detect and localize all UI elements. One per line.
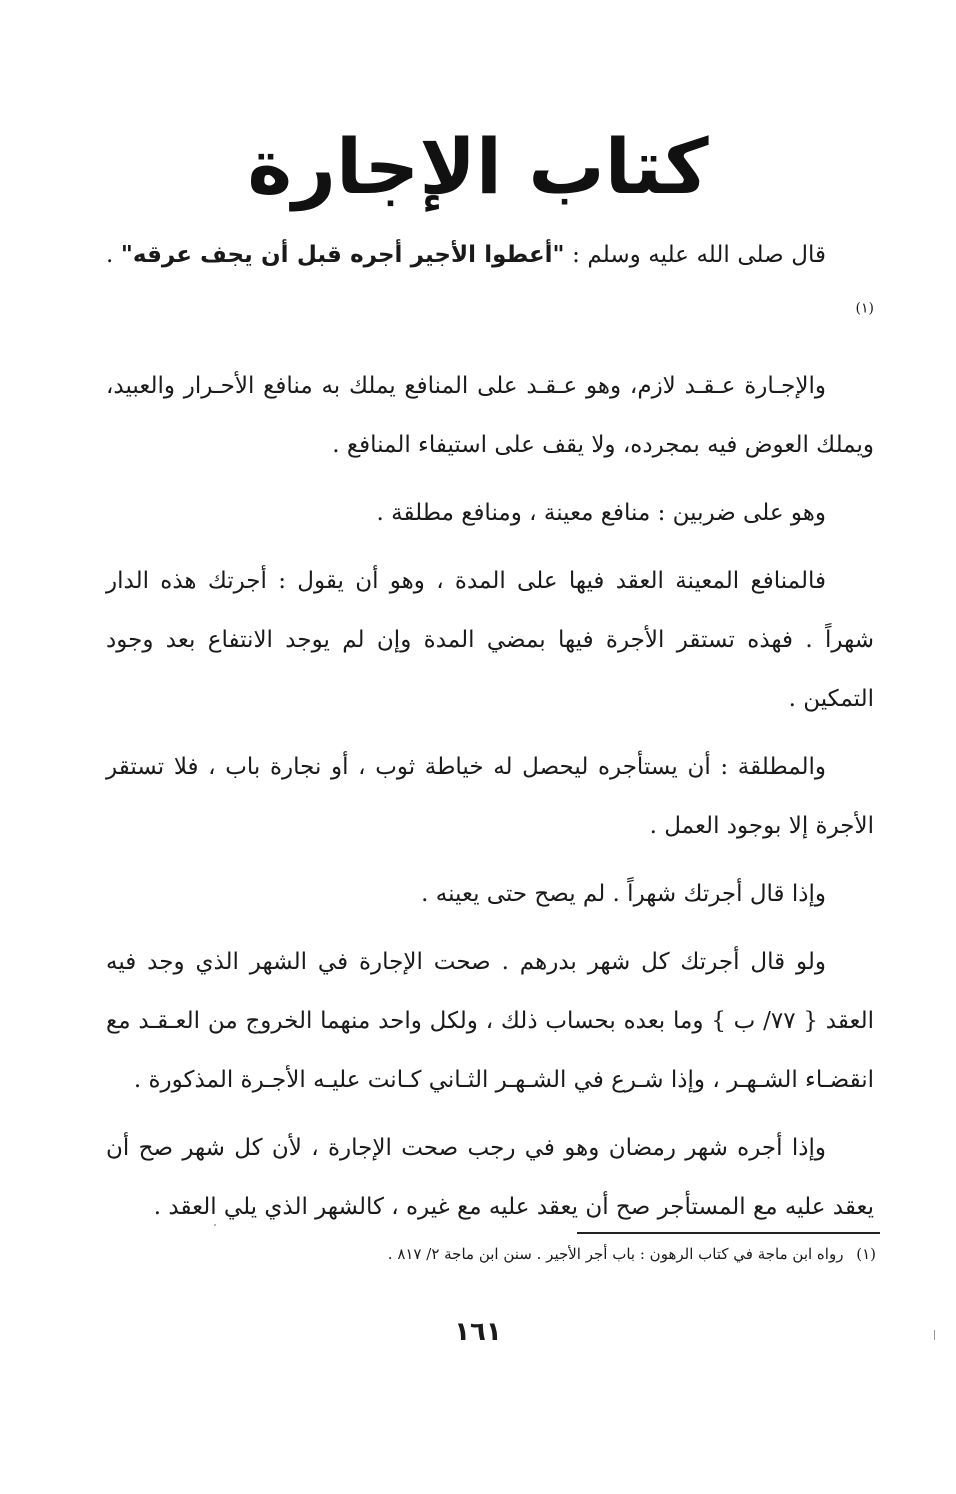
chapter-title: كتاب الإجارة (247, 122, 709, 211)
hadith-paragraph (106, 226, 874, 344)
footnote (96, 1240, 876, 1268)
paragraph-specified-benefits: فالمنافع المعينة العقد فيها على المدة ، وهو أن يقول : أجرتك هذه الدار شهراً . فهذه تستقر الأجرة فيها بمضي المدة وإن لم يوجد الانتفاع بعد وجود التمكين . (106, 568, 874, 712)
main-text (106, 226, 874, 1246)
hadith-lead: قال صلى الله عليه وسلم : (564, 242, 826, 268)
paragraph-ijara-definition: والإجـارة عـقـد لازم، وهو عـقـد على المنافع يملك به منافع الأحـرار والعبيد، ويملك العوض فيه بمجرده، ولا يقف على استيفاء المنافع . (106, 373, 874, 458)
page-number: ١٦١ (454, 1317, 502, 1347)
paragraph-ramadan-rajab: وإذا أجره شهر رمضان وهو في رجب صحت الإجارة ، لأن كل شهر صح أن يعقد عليه مع المستأجر صح أن يعقد عليه مع غيره ، كالشهر الذي يلي العقد . (106, 1135, 874, 1220)
hadith-tail: . (106, 242, 121, 268)
scan-speck (934, 1330, 935, 1340)
scan-speck (214, 1224, 216, 1226)
paragraph-two-types: وهو على ضربين : منافع معينة ، ومنافع مطلقة . (376, 500, 826, 526)
paragraph-monthly-dirham: ولو قال أجرتك كل شهر بدرهم . صحت الإجارة في الشهر الذي وجد فيه العقد { ٧٧/ ب } وما بعده بحساب ذلك ، ولكل واحد منهما الخروج من العـقـد مع انقضـاء الشـهـر ، وإذا شـرع في الشـهـر الثـاني كـانت عليـه الأجـرة المذكورة . (106, 949, 874, 1093)
footnote-reference[interactable]: (١) (855, 300, 874, 317)
paragraph-general-benefits: والمطلقة : أن يستأجره ليحصل له خياطة ثوب ، أو نجارة باب ، فلا تستقر الأجرة إلا بوجود العمل . (106, 754, 874, 839)
paragraph-unspecified-month: وإذا قال أجرتك شهراً . لم يصح حتى يعينه . (421, 881, 826, 907)
footnote-number: (١) (856, 1245, 876, 1263)
footnote-text: رواه ابن ماجة في كتاب الرهون : باب أجر الأجير . سنن ابن ماجة ٢/ ٨١٧ . (387, 1245, 844, 1263)
footnote-divider (577, 1232, 880, 1234)
hadith-quote: "أعطوا الأجير أجره قبل أن يجف عرقه" (120, 242, 565, 268)
